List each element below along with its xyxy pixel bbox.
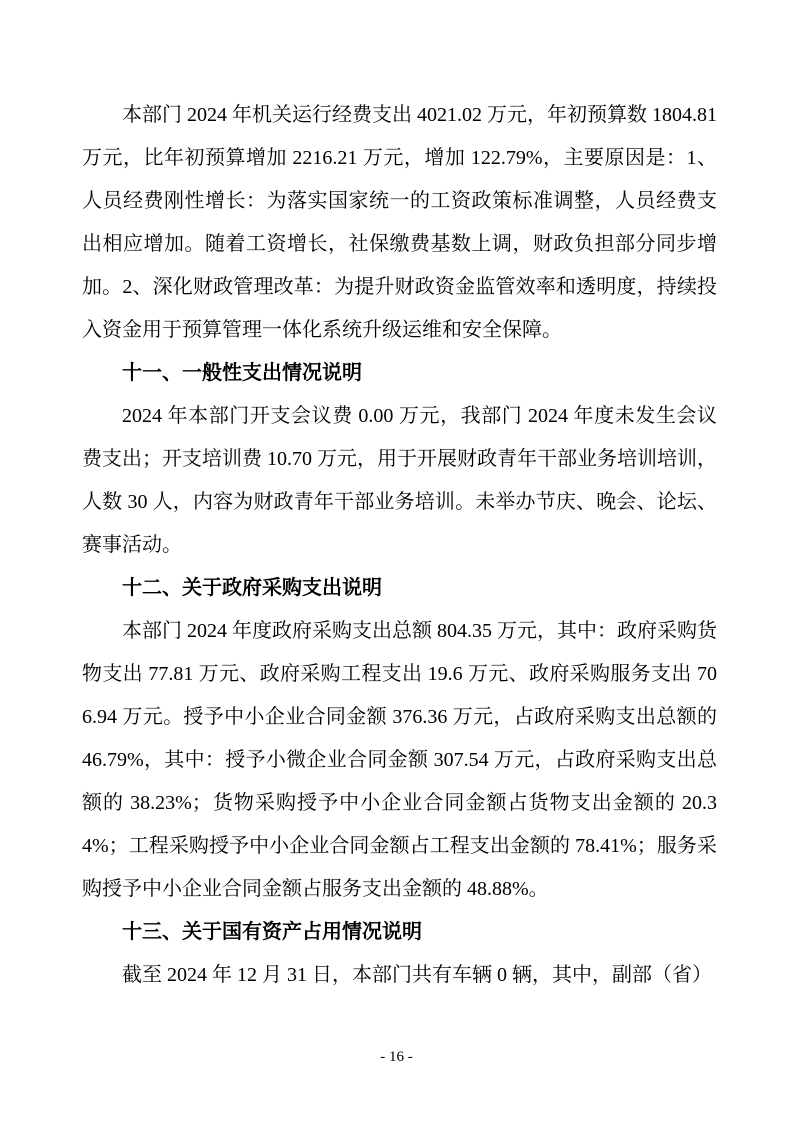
paragraph-procurement-details: 本部门 2024 年度政府采购支出总额 804.35 万元，其中：政府采购货物支出 77.81 万元、政府采购工程支出 19.6 万元、政府采购服务支出 706.94 万元。授予中小企业合同金额 376.36 万元，占政府采购支出总额的 46.79%，其中：授予小微企业合同金额 307.54 万元，占政府采购支出总额的 38.23%；货物采购授予中小企业合同金额占货物支出金额的 20.34%；工程采购授予中小企业合同金额占工程支出金额的 78.41%；服务采购授予中小企业合同金额占服务支出金额的 48.88%。	[82, 620, 717, 900]
paragraph-operating-expenses: 本部门 2024 年机关运行经费支出 4021.02 万元，年初预算数 1804.81 万元，比年初预算增加 2216.21 万元，增加 122.79%，主要原因是：1、人员经费刚性增长：为落实国家统一的工资政策标准调整，人员经费支出相应增加。随着工资增长，社保缴费基数上调，财政负担部分同步增加。2、深化财政管理改革：为提升财政资金监管效率和透明度，持续投入资金用于预算管理一体化系统升级运维和安全保障。	[82, 104, 717, 341]
section-heading-government-procurement: 十二、关于政府采购支出说明	[122, 577, 382, 599]
section-heading-state-owned-assets: 十三、关于国有资产占用情况说明	[122, 921, 422, 943]
section-heading-general-expenditure: 十一、一般性支出情况说明	[122, 362, 362, 384]
paragraph-vehicles: 截至 2024 年 12 月 31 日，本部门共有车辆 0 辆，其中，副部（省）	[122, 964, 712, 986]
paragraph-meeting-training-fees: 2024 年本部门开支会议费 0.00 万元，我部门 2024 年度未发生会议费支出；开支培训费 10.70 万元，用于开展财政青年干部业务培训培训，人数 30 人，内容为财政青年干部业务培训。未举办节庆、晚会、论坛、赛事活动。	[82, 405, 717, 556]
page-number: - 16 -	[380, 1049, 413, 1065]
document-body	[82, 94, 717, 997]
